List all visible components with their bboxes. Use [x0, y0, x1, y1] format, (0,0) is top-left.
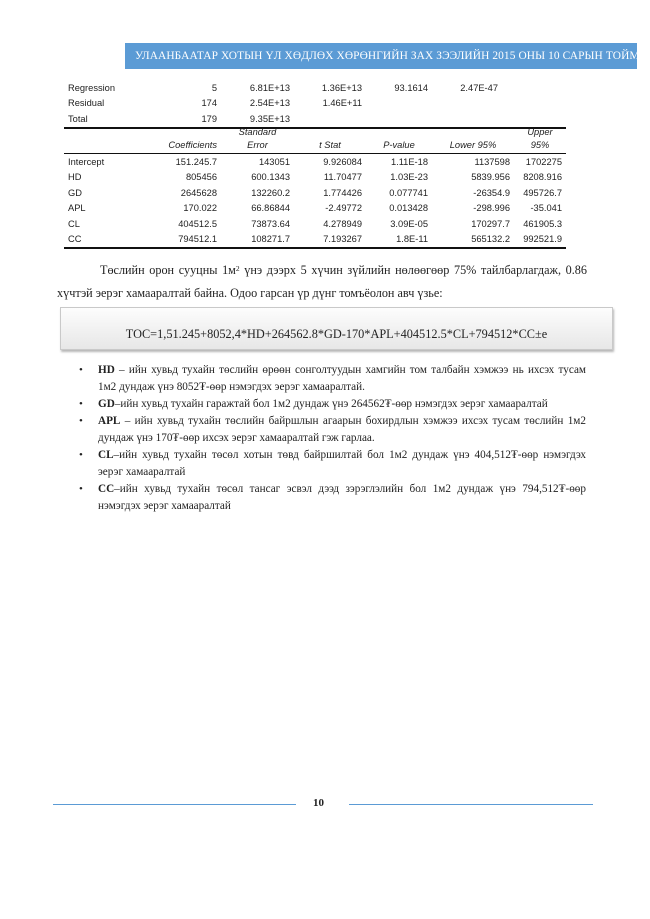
header-row	[64, 139, 566, 154]
paragraph-text-2: үнэ дээрх 5 хүчин зүйлийн нөлөөгөөр 75% тайлбарлагдаж, 0.86 хүчтэй эерэг хамааралтай байна. Одоо гарсан үр дүнг томъёолон авч үзье:	[57, 263, 587, 300]
row-label: Regression	[68, 82, 116, 93]
lower-cell: -298.996	[473, 203, 510, 214]
formula-box	[60, 307, 613, 350]
coef-cell: 151.245.7	[175, 156, 217, 167]
ss-cell: 6.81E+13	[249, 82, 290, 93]
ss-cell: 2.54E+13	[249, 98, 290, 109]
upper-cell: -35.041	[530, 203, 562, 214]
bullet-text: –ийн хувьд тухайн гаражтай бол 1м2 дундаж үнэ 264562₮-өөр нэмэгдэх эерэг хамааралтай	[114, 398, 548, 410]
row-label: GD	[68, 187, 82, 198]
bullet-icon: •	[79, 415, 83, 427]
row-label: HD	[68, 172, 82, 183]
table-row	[64, 170, 566, 186]
df-cell: 5	[211, 82, 217, 93]
coefficients-table	[64, 126, 566, 249]
upper-cell: 8208.916	[523, 172, 562, 183]
header-row	[64, 126, 566, 139]
column-header	[144, 126, 221, 139]
bullet-term: CL	[98, 449, 114, 461]
table-row	[64, 216, 566, 232]
upper-cell: 461905.3	[523, 218, 562, 229]
bullet-icon: •	[79, 364, 83, 376]
ms-cell: 1.36E+13	[321, 82, 362, 93]
paragraph-text-1: Төслийн орон сууцны 1м	[100, 263, 236, 277]
column-header: P-value	[366, 139, 432, 154]
row-label: Residual	[68, 98, 105, 109]
sig-cell	[432, 96, 502, 112]
bullet-text: –ийн хувьд тухайн төсөл тансаг эсвэл дээд зэрэглэлийн бол 1м2 дундаж үнэ 794,512₮-өөр нэмэгдэх эерэг хамааралтай	[98, 483, 586, 512]
table-row	[64, 96, 566, 112]
se-cell: 108271.7	[221, 232, 294, 249]
bullet-term: CC	[98, 483, 115, 495]
footer-divider-left	[53, 804, 296, 805]
column-header: Lower 95%	[432, 139, 514, 154]
p-cell: 0.077741	[389, 187, 428, 198]
t-cell: 1.774426	[323, 187, 362, 198]
bullet-text: – ийн хувьд тухайн төслийн байршлын агаарын бохирдлын хэмжээ ихсэх тусам төслийн 1м2 дундаж үнэ 170₮-өөр ихсэх эерэг хамааралтай гэж гарлаа.	[98, 415, 586, 444]
anova-table	[64, 80, 566, 129]
bullet-text: –ийн хувьд тухайн төсөл хотын төвд байршилтай бол 1м2 дундаж үнэ 404,512₮-өөр нэмэгдэх эерэг хамааралтай	[98, 449, 586, 478]
upper-cell: 992521.9	[514, 232, 566, 249]
sig-cell: 2.47E-47	[460, 82, 498, 93]
table-row	[64, 154, 566, 170]
lower-cell: 170297.7	[471, 218, 510, 229]
column-header: Upper	[527, 127, 553, 137]
bullet-icon: •	[79, 483, 83, 495]
running-header: УЛААНБААТАР ХОТЫН ҮЛ ХӨДЛӨХ ХӨРӨНГИЙН ЗАХ ЗЭЭЛИЙН 2015 ОНЫ 10 САРЫН ТОЙМ	[125, 43, 637, 69]
bullet-term: GD	[98, 398, 115, 410]
upper-cell: 1702275	[525, 156, 562, 167]
p-cell: 3.09E-05	[390, 218, 428, 229]
t-cell: 4.278949	[323, 218, 362, 229]
column-header	[432, 126, 514, 139]
bullet-text: – ийн хувьд тухайн төслийн өрөөн сонголтуудын хамгийн том талбайн хэмжээ нь ихсэх тусам 1м2 дундаж үнэ 8052₮-өөр нэмэгдэх эерэг хамааралтай.	[98, 364, 586, 393]
lower-cell: 565132.2	[432, 232, 514, 249]
bullet-icon: •	[79, 449, 83, 461]
t-cell: 9.926084	[323, 156, 362, 167]
bullet-term: HD	[98, 364, 115, 376]
row-label: Total	[64, 111, 160, 128]
table-row	[64, 232, 566, 249]
column-header: Standard	[238, 127, 277, 137]
row-label: Intercept	[68, 156, 105, 167]
coef-cell: 404512.5	[178, 218, 217, 229]
bullet-term: APL	[98, 415, 121, 427]
body-paragraph	[57, 259, 587, 305]
table-row	[64, 80, 566, 96]
t-cell: 11.70477	[323, 172, 362, 183]
se-cell: 132260.2	[251, 187, 290, 198]
ms-cell: 1.46E+11	[322, 98, 362, 109]
row-label: CC	[64, 232, 144, 249]
coef-cell: 794512.1	[144, 232, 221, 249]
lower-cell: -26354.9	[473, 187, 510, 198]
p-cell: 1.03E-23	[390, 172, 428, 183]
se-cell: 143051	[258, 156, 290, 167]
t-cell: -2.49772	[325, 203, 362, 214]
df-cell: 174	[201, 98, 217, 109]
column-header: t Stat	[294, 139, 366, 154]
column-header: 95%	[514, 139, 566, 154]
ss-cell: 9.35E+13	[221, 111, 294, 128]
f-cell	[366, 96, 432, 112]
page-number: 10	[313, 797, 324, 809]
column-header	[64, 139, 144, 154]
lower-cell: 5839.956	[471, 172, 510, 183]
upper-cell: 495726.7	[523, 187, 562, 198]
footer-divider-right	[349, 804, 593, 805]
column-header: Coefficients	[144, 139, 221, 154]
p-cell: 1.11E-18	[390, 156, 428, 167]
column-header	[64, 126, 144, 139]
se-cell: 600.1343	[251, 172, 290, 183]
list-item	[79, 413, 586, 447]
regression-formula: TOC=1,51.245+8052,4*HD+264562.8*GD-170*APL+404512.5*CL+794512*CC±e	[125, 327, 548, 341]
row-label: CL	[68, 218, 80, 229]
se-cell: 66.86844	[251, 203, 290, 214]
t-cell: 7.193267	[294, 232, 366, 249]
column-header	[294, 126, 366, 139]
f-cell: 93.1614	[394, 82, 428, 93]
coef-cell: 2645628	[180, 187, 217, 198]
coef-cell: 805456	[185, 172, 217, 183]
row-label: APL	[68, 203, 86, 214]
column-header	[366, 126, 432, 139]
column-header: Error	[221, 139, 294, 154]
superscript: 2	[235, 264, 240, 273]
bullet-list	[79, 362, 586, 515]
list-item	[79, 362, 586, 396]
list-item	[79, 396, 586, 413]
list-item	[79, 447, 586, 481]
table-row	[64, 185, 566, 201]
table-row	[64, 201, 566, 217]
df-cell: 179	[160, 111, 221, 128]
p-cell: 0.013428	[389, 203, 428, 214]
lower-cell: 1137598	[474, 156, 510, 167]
list-item	[79, 481, 586, 515]
coef-cell: 170.022	[183, 203, 217, 214]
p-cell: 1.8E-11	[366, 232, 432, 249]
se-cell: 73873.64	[251, 218, 290, 229]
bullet-icon: •	[79, 398, 83, 410]
